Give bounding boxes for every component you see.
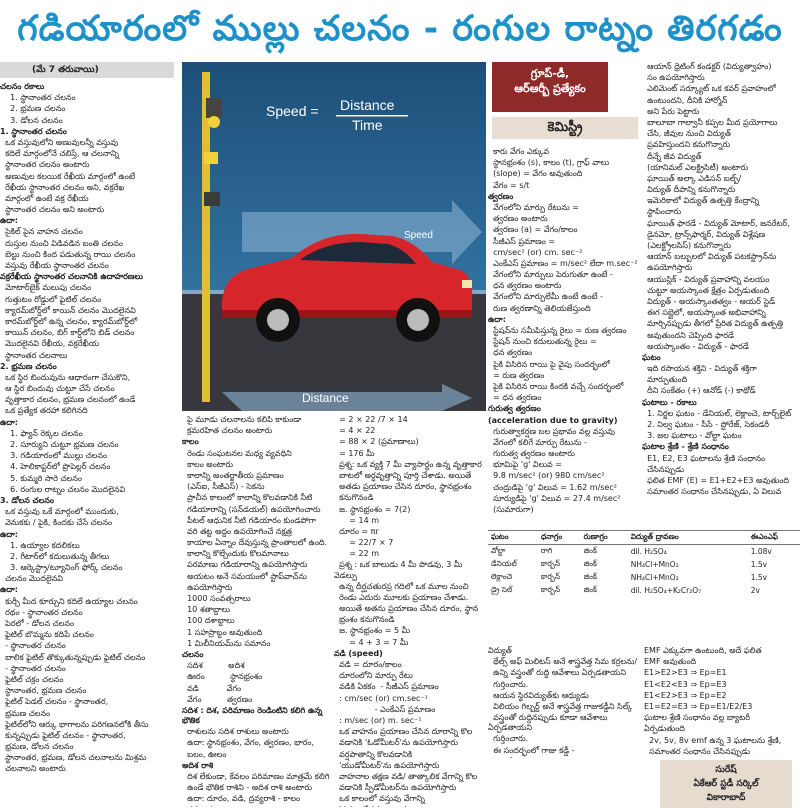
text-line: వడి వేగం (182, 684, 330, 694)
headline: గడియారంలో ముల్లు చలనం - రంగుల రాట్నం తిరగడం (0, 0, 800, 58)
text-line: E1, E2, E3 ఘటాలను శ్రేణి సంధానం (642, 454, 800, 464)
lower-section (488, 646, 800, 758)
text-line: = 22 m (334, 549, 486, 559)
text-line: 1 సహస్రాబ్దం అవుతుంది (182, 628, 330, 638)
text-line: ఉంటుందని, దీనికి హార్మోన్ (642, 96, 800, 106)
text-line: ఎంకేఎస్ ప్రమాణం = m/sec² లేదా m.sec⁻² (488, 259, 640, 269)
text-line: భూమిపై 'g' విలువ = (488, 460, 640, 470)
text-line: ధన త్వరణం అంటారు (488, 281, 640, 291)
text-line: = 14 m (334, 516, 486, 526)
text-line: స్టేషన్‌ను సమీపిస్తున్న రైలు = రుణ త్వరణం (488, 326, 640, 336)
text-line: ఉపయోగిస్తారు (642, 263, 800, 273)
text-line: వక్రరేఖీయ స్థానాంతర చలనానికి ఉదాహరణలు (0, 272, 174, 282)
text-line: విలియం గిల్బర్ట్ అనే శాస్త్రవేత్త గాజుకడ్డీని సిల్క్ (488, 702, 638, 712)
text-line: E1<E2>E3 ⇒ Ep=E2 (644, 691, 794, 701)
text-line: కాలం అంటారు (182, 460, 330, 470)
text-line: ఉన్న దీర్ఘచతురస్ర గదిలో ఒక మూల నుంచి (334, 582, 486, 592)
text-line: స్థానాంతర, భ్రమణ, డోలన చలనాలను మిశ్రమ (0, 753, 174, 763)
text-line: ఉదా: (0, 216, 174, 226)
text-line: చలనం రకాలు (0, 82, 174, 92)
text-line: వృత్తాకార చలనం, భ్రమణ చలనంలో ఉండే (0, 395, 174, 405)
text-line: ఈ సందర్భంలో గాజు కడ్డీ - (488, 746, 638, 756)
text-line: గుర్తించారు. (488, 680, 638, 690)
text-line: ఎలిమెంట్ సర్క్యూట్ ఒక కవర్ ప్రవాహంలో (642, 84, 800, 94)
table-cell: NH₄Cl+MnO₂ (628, 558, 748, 571)
text-line: అయితే అతను ప్రయాణం చేసిన దూరం, స్థాన (334, 604, 486, 614)
text-line: ఘాయిత్ అల్కా ఎడిసన్ బల్బ్/ (642, 174, 800, 184)
text-line: = 4 × 22 (334, 426, 486, 436)
table-cell: 1.5v (748, 558, 800, 571)
text-line: దుస్తుల నుంచి విడివడిన బంతి చలనం (0, 239, 174, 249)
badge-line-1: గ్రూప్-డీ, (492, 66, 608, 81)
text-line: వస్త్రంతో రుద్దినప్పుడు కూడా ఆవేశాలు ఏర్పడతాయని (488, 713, 638, 733)
text-line: 2. భ్రమణ చలనం (0, 362, 174, 372)
text-line: 'యుడోమీటర్'ను ఉపయోగిస్తారు (334, 761, 486, 771)
table-cell: dil. H₂SO₄+K₂Cr₂O₇ (628, 584, 748, 597)
text-line: రెండు ఎదురు మూలకు ప్రయాణం చేశాడు. (334, 593, 486, 603)
text-line: స్థాపించారు (642, 207, 800, 217)
text-line: E1=E2=E3 ⇒ Ep=E1/E2/E3 (644, 702, 794, 712)
table-cell: జింక్ (581, 558, 628, 571)
text-line: ధన త్వరణం (488, 348, 640, 358)
table-cell: జింక్ (581, 584, 628, 597)
text-line: 5. కుమ్మరి సారె చలనం (0, 474, 174, 484)
text-line: గుర్తించారు. (488, 734, 638, 744)
column-1 (0, 82, 174, 807)
text-line: గురుత్వాకర్షణ బల ప్రభావం వల్ల వస్తువు (488, 427, 640, 437)
text-line: డైనమో, ట్రాన్స్‌ఫార్మర్, విద్యుత్ విశ్లేషణ (642, 230, 800, 240)
text-line: చలనం మొదలైనవి (0, 574, 174, 584)
text-line: = రుణ త్వరణం (488, 371, 640, 381)
text-line: ఏర్పడుతుంది (644, 724, 794, 734)
text-line: 2v, 5v, 8v emf ఉన్న 3 ఘటాలను శ్రేణి, (644, 736, 794, 746)
text-line: త్వరణం (488, 192, 640, 202)
text-line: ప్రశ్న: ఒక వ్యక్తి 7 మీ వ్యాసార్థం ఉన్న వృత్తాకార (334, 460, 486, 470)
text-line: వాహనాల తక్షణ వడి/ తాత్కాలిక వేగాన్ని కొల (334, 772, 486, 782)
text-line: రాశులను సదిశ రాశులు అంటారు (182, 727, 330, 737)
text-line: స్థానాంతర చలనం అని అంటారు (0, 205, 174, 215)
text-line: అని పేరు పెట్టారు (642, 107, 800, 117)
text-line: పై మూడు చలనాలను కలిపి కాకుండా (182, 415, 330, 425)
text-line: కున్నప్పుడు ఫైటిల్ చలనం - స్థానాంతర, (0, 731, 174, 741)
subject-title: కెమిస్ట్రీ (492, 117, 638, 139)
text-line: EMF ఎక్కువగా ఉంటుంది, అదే ఫలిత (644, 646, 794, 656)
table-header-cell: రుణాగ్రం (581, 531, 628, 545)
text-line: సైకిల్ పైన వాహన చలనం (0, 227, 174, 237)
table-cell: NH₄Cl+MnO₂ (628, 571, 748, 584)
text-line: ఒక ప్రత్యేక తరహా కలిగినది (0, 406, 174, 416)
text-line: 2. భ్రమణ చలనం (0, 104, 174, 114)
text-line: క్రమరహిత చలనం అంటారు (182, 426, 330, 436)
text-line: ఆయుస్లిక్ - విద్యుత్ ప్రవాహాన్ని వలయం (642, 275, 800, 285)
text-line: = 2 × 22 /7 × 14 (334, 415, 486, 425)
text-line: (acceleration due to gravity) (488, 416, 640, 426)
text-line: త్వరణం అంటారు (488, 214, 640, 224)
text-line: దీని సంకేతం (+) ఆనోడ్ (-) కాథోడ్ (642, 386, 800, 396)
author-place: వికారాబాద్ (663, 791, 789, 805)
text-line: ఇది రసాయన శక్తిని - విద్యుత్ శక్తిగా (642, 364, 800, 374)
table-header-cell: విద్యుత్ ద్రావణం (628, 531, 748, 545)
text-line: E1<E2<E3 ⇒ Ep=E3 (644, 680, 794, 690)
text-line: థేల్స్ అఫ్ మిలిటస్ అనే శాస్త్రవేత్త సిమ కర్రలను/ (488, 657, 638, 667)
text-line: 1. స్థానాంతర చలనం (0, 93, 174, 103)
badge-line-2: ఆర్ఆర్బీ ప్రత్యేకం (492, 81, 608, 96)
text-line: సమాంతర సంధానం చేసినప్పుడు (644, 747, 794, 757)
text-line: మోటార్‌బైక్ మలుపు చలనం (0, 283, 174, 293)
text-line: జ. స్థానభ్రంశం = 5 మీ (334, 626, 486, 636)
battery-table-header (488, 531, 800, 545)
column-2 (182, 415, 330, 807)
text-line: ఘటాలు - రకాలు (642, 398, 800, 408)
speed-car-graphic (182, 62, 486, 411)
table-cell: 1.08v (748, 545, 800, 559)
text-line: భ్రమణ, డోలన చలనం (0, 742, 174, 752)
text-line: ప్రాచీన కాలంలో కాలాన్ని కొలవడానికి నీటి (182, 493, 330, 503)
text-line: అయటం అనే సమయంలో స్టాప్‌వాచ్‌ను (182, 572, 330, 582)
text-line: సీజీఎస్ ప్రమాణం = (488, 237, 640, 247)
text-line: 1. ఉయ్యాల కదలికలు (0, 541, 174, 551)
text-line: కారు వేగం ఎక్కువ (488, 147, 640, 157)
text-line: E1>E2>E3 ⇒ Ep=E1 (644, 668, 794, 678)
text-line: : cm/sec (or) cm.sec⁻¹ (334, 694, 486, 704)
text-line: 3. జల ఘటాలు - వోల్టా ఘటం (642, 431, 800, 441)
table-cell: వోల్టా (488, 545, 538, 559)
text-line: చలనాలని అంటారు (0, 764, 174, 774)
text-line: ఒక వాహనం ప్రయాణం చేసిన దూరాన్ని కొల (334, 727, 486, 737)
text-line: ఉన్ని వస్త్రంతో రుద్ది ఆవేశాలు ఏర్పడతాయని (488, 668, 638, 678)
text-line: ఊరం స్థానభ్రంశం (182, 672, 330, 682)
table-cell: 1.5v (748, 571, 800, 584)
text-line: కాయాల ఏన్నాం దేవుస్తున్న ప్రాంతాలలో ఉంది. (182, 538, 330, 548)
text-line: 9.8 m/sec² (or) 980 cm/sec² (488, 471, 640, 481)
text-line: గడియారాన్ని (సన్‌డయల్) ఉపయోగించారు (182, 505, 330, 515)
text-line: 10 శతాబ్దాలు (182, 605, 330, 615)
text-line: 3. గడియారంలో ముల్లు చలనం (0, 451, 174, 461)
text-line: ఫలిత EMF (E) = E1+E2+E3 అవుతుంది (642, 476, 800, 486)
text-line: బాటలో అర్ధవృత్తాన్ని పూర్తి చేశాడు. అయితే (334, 471, 486, 481)
previous-part-tag: (మే 7 తరువాయి) (0, 62, 174, 78)
text-line: 3. డోలన చలనం (0, 496, 174, 506)
author-org: ఏకేఆర్ స్టడీ సర్కిల్ (663, 777, 789, 791)
text-line: స్థానభ్రంశం (s), కాలం (t), గ్రాఫ్ వాలు (488, 158, 640, 168)
text-line: దూరంలోని మార్పు రేటు (334, 671, 486, 681)
text-line: ప్రశ్న : ఒక బాలుడు 4 మీ పొడవు, 3 మీ వెడల్పు (334, 560, 486, 580)
text-line: పరమాణు గడియారాన్ని ఉపయోగిస్తారు (182, 560, 330, 570)
text-line: 1. ఫ్యాన్ రెక్కల చలనం (0, 429, 174, 439)
text-line: పైకి విసిరిన రాయి కిందకి వచ్చే సందర్భంలో (488, 382, 640, 392)
text-line: : m/sec (or) m. sec⁻¹ (334, 716, 486, 726)
text-line: బలం, ఊలం (182, 750, 330, 760)
text-line: ఒక వస్తువు ఒకే మార్గంలో ముందుకు, (0, 507, 174, 517)
text-line: 1. స్థానాంతర చలనం (0, 127, 174, 137)
text-line: ఆయాన్ ధ్రెటింగ్ కండక్టర్ (విద్యుత్వాహం) (642, 62, 800, 72)
text-line: స్థానాంతర, భ్రమణ చలనం (0, 686, 174, 696)
table-cell: కార్బన్ (538, 558, 581, 571)
text-line: ఉదా: (0, 585, 174, 595)
text-line: ఘాయిత్ ఫారడే - విద్యుత్ మోటార్, జనరేటర్, (642, 219, 800, 229)
formula-numerator: Distance (340, 97, 395, 113)
text-line: ఫైటిల్ పెడల్ చలనం - స్థానాంతర, (0, 697, 174, 707)
text-line: కాలాన్ని కొల్చేందుకు కొలమానాలు (182, 549, 330, 559)
column-5 (642, 62, 800, 534)
text-line: కాలాన్ని అంతర్జాతీయ ప్రమాణం (182, 471, 330, 481)
text-line: ఉదా: (0, 530, 174, 540)
text-line: స్థానాంతర చలనాలు (0, 351, 174, 361)
text-line: ఒక కాలంలో వస్తువు వేగాన్ని (334, 794, 486, 804)
table-cell: కార్బన్ (538, 571, 581, 584)
text-line: - స్థానాంతర చలనం (0, 641, 174, 651)
text-line: చంద్రుడిపై 'g' విలువ = 1.62 m/sec² (488, 483, 640, 493)
text-line: సం ఉపయోగిస్తారు (642, 73, 800, 83)
text-line: = 88 × 2 (ప్రమాణాలు) (334, 437, 486, 447)
text-line: ఉపయోగిస్తారు (182, 583, 330, 593)
text-line: కుర్చీ మీద కూర్చుని కదిలే ఉయ్యాల చలనం (0, 597, 174, 607)
text-line: ఆయాన్ బల్బులలో విద్యుత్ పటకస్ట్రాన్‌ను (642, 252, 800, 262)
text-line: భ్రమణ చలనం (0, 709, 174, 719)
text-line: రెండు సంఘటనల మధ్య వ్యవధిని (182, 449, 330, 459)
exam-badge (492, 62, 608, 112)
text-line: ఘటం (642, 353, 800, 363)
table-cell: కార్బన్ (538, 584, 581, 597)
text-line (488, 757, 638, 758)
distance-label: Distance (302, 391, 349, 405)
table-cell: జింక్ (581, 545, 628, 559)
text-line: విద్యుత్ - అయస్కాంతత్వం - ఆయర్ స్టెడ్ (642, 297, 800, 307)
table-row (488, 584, 800, 597)
table-cell: జింక్ (581, 571, 628, 584)
text-line: వేగంలో కలిగే మార్పు రేటును - (488, 438, 640, 448)
battery-table (488, 530, 800, 597)
speed-illustration (182, 62, 486, 411)
text-line: గుత్తుటం రోడ్డులో ఫైటిల్ చలనం (0, 295, 174, 305)
text-line: (సుమారుగా) (488, 505, 640, 515)
table-header-cell: ఘటం (488, 531, 538, 545)
text-line: పీటల్ ఆధునిక నీటి గడియారం కుండపోగా (182, 516, 330, 526)
text-line: వేగంలోని మార్పు రేటును = (488, 203, 640, 213)
text-line: = 22/7 × 7 (334, 538, 486, 548)
text-line: (ఎలక్ట్రోలసిస్) కనుగొన్నారు (642, 241, 800, 251)
text-line: వడానికి 'ఓడోమీటర్'ను ఉపయోగిస్తారు (334, 738, 486, 748)
table-cell: రాగి (538, 545, 581, 559)
text-line: ఫైటిల్ చక్రం చలనం (0, 675, 174, 685)
text-line: ఈగ సబ్లైలో, అయస్కాంత అభివాహాన్ని (642, 308, 800, 318)
author-name: సురేష్ (663, 763, 789, 777)
text-line: అణువుల కలయిక రేఖీయ మార్గంలో ఉంటే (0, 172, 174, 182)
text-line: వడి (speed) (334, 649, 486, 659)
text-line: సమాంతర సంధానం చేసినప్పుడు, ఏ విలువ (642, 487, 800, 497)
text-line: కారమ్‌బోర్డ్‌లో ఉన్న చలనం, క్యారమ్‌బోర్డ్‌లో (0, 317, 174, 327)
text-line: (slope) = వేగం అవుతుంది (488, 169, 640, 179)
text-line: 100 దశాబ్దాలు (182, 616, 330, 626)
column-4 (488, 147, 640, 527)
text-line: 4. హెలికాప్టర్‌లో ప్రొపెల్లర్ చలనం (0, 462, 174, 472)
text-line: బెల్టు నుంచి కింద పడుతున్న రాయి చలనం (0, 250, 174, 260)
text-line: ఉదా: (0, 418, 174, 428)
text-line: దీన్నే జీవ విద్యుత్ (642, 152, 800, 162)
text-line: 6. రంగుల రాట్నం చలనం మొదలైనవి (0, 485, 174, 495)
text-line: రుణ త్వరణాన్ని తెలియజేస్తుంది (488, 304, 640, 314)
text-line: వెనుకకు / పైకి, కిందకు చేసే చలనం (0, 518, 174, 528)
table-row (488, 558, 800, 571)
text-line: 2. సూర్యుని చుట్టూ భ్రమణ చలనం (0, 440, 174, 450)
text-line: గురుత్వ త్వరణం (488, 404, 640, 414)
text-line: వేగం త్వరణం (182, 695, 330, 705)
text-line: దిశ లేకుండా, కేవలం పరిమాణం మాత్రమే కలిగి (182, 772, 330, 782)
table-row (488, 545, 800, 559)
text-line: ఇమెరికాలో విద్యుత్ ఉత్పత్తి కేంద్రాన్ని (642, 196, 800, 206)
text-line: ఘటాల శ్రేణి సంధానం వల్ల బ్యాటరీ (644, 713, 794, 723)
text-line: కాయిన్ చలనం, బిగ్ కార్డ్‌లోని బిడ్ చలనం (0, 328, 174, 338)
text-line: ప్రవహిస్తుందని కనుగొన్నారు (642, 140, 800, 150)
text-line: అవుతుందని చెప్పింది ఫారడే (642, 331, 800, 341)
text-line: త్వరణం (a) = వేగం/కాలం (488, 225, 640, 235)
text-line: చుట్టూ అయస్కాంత క్షేత్రం ఏర్పడుతుంది (642, 286, 800, 296)
text-line: సూర్యుడిపై 'g' విలువ = 27.4 m/sec² (488, 494, 640, 504)
text-line: బాలిక ఫైటిల్ తొక్కుతున్నప్పుడు ఫైటిల్ చలనం (0, 653, 174, 663)
text-line: 2. నిల్వ ఘటం - సీసే - స్టోరేజ్, సెకండరీ (642, 420, 800, 430)
text-line: 1 మిలీనియమ్‌ను సమానం (182, 639, 330, 649)
text-line: అయస్కాంతం - విద్యుత్ - ఫారడే (642, 342, 800, 352)
text-line: క్యారమ్‌బోర్డ్‌లో కాయిన్ చలనం మొదలైనవి (0, 306, 174, 316)
text-line: కనుగొనండి (334, 493, 486, 503)
text-line: ఫైటిల్ బొమ్మను కదిపే చలనం (0, 630, 174, 640)
text-line: ఫైటిల్‌లోని ఆర్కు భాగాలను పరిగణనలోకి తీసు (0, 720, 174, 730)
text-line: వడానికి స్పీడోమీటర్‌ను ఉపయోగిస్తారు (334, 783, 486, 793)
text-line: చేసి, జీవుల నుంచి విద్యుత్ (642, 129, 800, 139)
text-line: - స్థానాంతర చలనం (0, 664, 174, 674)
text-line: గురుత్వ త్వరణం అంటారు (488, 449, 640, 459)
table-row (488, 571, 800, 584)
text-line: ఒక స్థిర బిందువును ఆధారంగా చేసుకొని, (0, 373, 174, 383)
text-line: పైకి విసిరిన రాయి పై వైపు సందర్భంలో (488, 360, 640, 370)
text-line: cm/sec² (or) cm. sec⁻² (488, 248, 640, 258)
text-line: పెరలో - డోలన చలనం (0, 619, 174, 629)
text-line: విద్యుత్ (488, 646, 638, 656)
text-line: ఉదా: దూరం, వడి, ద్రవ్యరాశి - కాలం (182, 794, 330, 804)
text-line: చేసినప్పుడు (642, 465, 800, 475)
text-line: రేఖీయ స్థానాంతర చలనం అని, వక్రరేఖ (0, 183, 174, 193)
text-line: రథం - స్థానాంతర చలనం (0, 608, 174, 618)
formula-denominator: Time (352, 117, 383, 133)
text-line: అతడు ప్రయాణం చేసిన దూరం, స్థానభ్రంశం (334, 482, 486, 492)
table-cell: dil. H₂SO₄ (628, 545, 748, 559)
text-line: వేగంలోని మార్పులు పెరుగుతూ ఉంటే - (488, 270, 640, 280)
text-line: వడి = దూరం/కాలం (334, 660, 486, 670)
author-box (660, 760, 792, 808)
text-line: దూరం = πr (334, 527, 486, 537)
table-header-cell: ధనాగ్రం (538, 531, 581, 545)
electricity-column (488, 646, 638, 758)
text-line: కాలం (182, 437, 330, 447)
text-line: ఘటాల శ్రేణి - శ్రేణి సంధానం (642, 442, 800, 452)
text-line: 1000 సంవత్సరాలు (182, 594, 330, 604)
text-line: 3. ఆర్కెస్ట్రా/ట్యూనింగ్ ఫోర్క్ చలనం (0, 563, 174, 573)
text-line: జ. స్థానభ్రంశం = 7(2) (334, 505, 486, 515)
text-line: అదిశ రాశి (182, 761, 330, 771)
formula-left: Speed = (266, 103, 319, 119)
text-line: ఉదా: స్థానభ్రంశం, వేగం, త్వరణం, భారం, (182, 738, 330, 748)
text-line: స్థానాంతర చలనం అంటారు (0, 160, 174, 170)
text-line: స్టేషన్ నుంచి కదులుతున్న రైలు = (488, 337, 640, 347)
text-line: (ఎస్ఐ, సీజీఎస్) - సెకను (182, 482, 330, 492)
text-line: ఆ స్థిర బిందువు చుట్టూ చేసే చలనం (0, 384, 174, 394)
text-line: = 4 + 3 = 7 మీ (334, 638, 486, 648)
text-line: సదిశ : దిశ, పరిమాణం రెండింటిని కలిగి ఉన్న భౌతిక (182, 706, 330, 726)
table-cell: లెక్లాంచె (488, 571, 538, 584)
speed-arrow-label: Speed (404, 230, 433, 241)
text-line: భ్రంశం కనుగొనండి (334, 615, 486, 625)
emf-column (644, 646, 794, 758)
text-line: చలనం (182, 650, 330, 660)
text-line: మార్గంలో ఉంటే వక్ర రేఖీయ (0, 194, 174, 204)
text-line: బాలూబా గాల్వానీ కప్పల మీద ప్రయోగాలు (642, 118, 800, 128)
text-line: సదిశ అదిశ (182, 661, 330, 671)
table-header-cell: ఈఎంఎఫ్ (748, 531, 800, 545)
text-line: మార్చినప్పుడు తీగలో ప్రేరిత విద్యుత్ ఉత్పత్తి (642, 319, 800, 329)
text-line: వస్తువు రేఖీయ స్థానాంతర చలనం (0, 261, 174, 271)
text-line: మార్పుతుంది (642, 375, 800, 385)
text-line: వడికి ఏకకం - సీజీఎస్ ప్రమాణం (334, 682, 486, 692)
text-line: వేగం = s/t (488, 181, 640, 191)
text-line: వరి తట్ట అద్దం ఉపయోగించే నక్షత్ర (182, 527, 330, 537)
text-line: కదిలే మార్గంలోనే చలిస్తే, ఆ చలనాన్ని (0, 149, 174, 159)
text-line: వేగంలోని మార్పులేమీ ఉంటే ఉంటే - (488, 292, 640, 302)
text-line: = 176 మీ (334, 449, 486, 459)
text-line: ఒక వస్తువులోని అణువులన్నీ వస్తువు (0, 138, 174, 148)
text-line: ఉండే భౌతిక రాశిని - అదిశ రాశి అంటారు (182, 783, 330, 793)
text-line: (యానిమల్ ఎలక్ట్రిసిటీ) అంటారు (642, 163, 800, 173)
text-line: 2. గీటార్‌లో కదులుతున్న తీగలు (0, 552, 174, 562)
table-cell: 2v (748, 584, 800, 597)
column-3 (334, 415, 486, 807)
text-line: విద్యుత్ దీపాన్ని కనుగొన్నారు (642, 185, 800, 195)
text-line: మొదలైనవి రేఖీయ, వక్రరేఖీయ (0, 339, 174, 349)
table-cell: డేనియల్ (488, 558, 538, 571)
text-line: - ఎంకేఎస్ ప్రమాణం (334, 705, 486, 715)
text-line: ఉదా: (488, 315, 640, 325)
text-line: EMF అవుతుంది (644, 657, 794, 667)
text-line: 1. నిర్జల ఘటం - డేనియల్, లెక్లాంచె, టార్చ్‌లైట్ (642, 409, 800, 419)
text-line: వర్షపాతాన్ని కొలవడానికి (334, 750, 486, 760)
text-line: 3. డోలన చలనం (0, 116, 174, 126)
text-line: ఆయన స్థిరవిద్యుత్‌కు ఆధ్యుడు (488, 691, 638, 701)
text-line: = ధన త్వరణం (488, 393, 640, 403)
table-cell: డ్రై సెల్ (488, 584, 538, 597)
